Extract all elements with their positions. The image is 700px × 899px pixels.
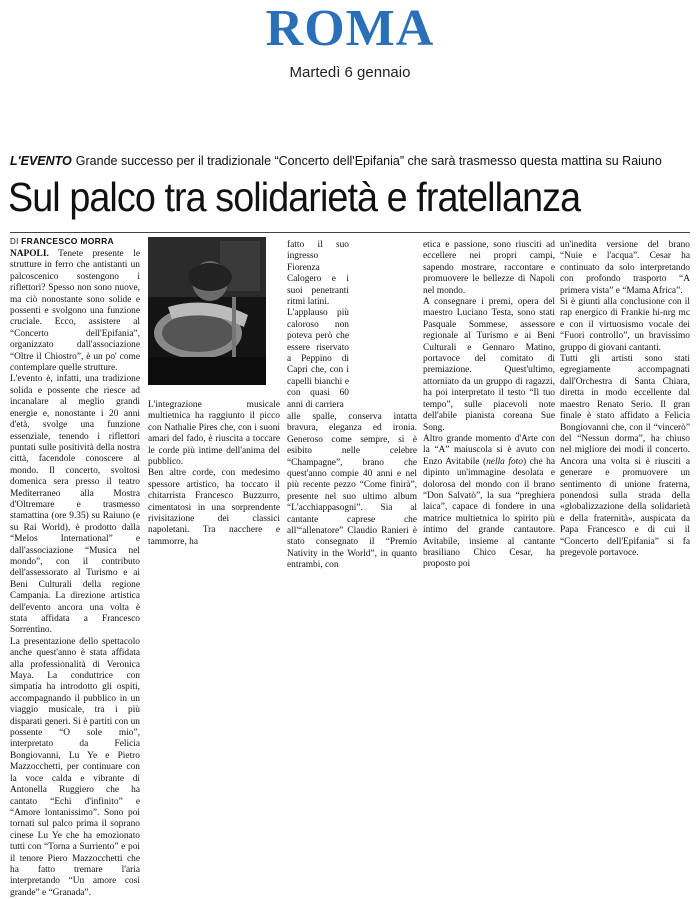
paragraph: L'evento è, infatti, una tradizione solida e possente che riesce ad incanalare al meglio grandi energie e, nonostante i 20 anni d'età, svolge una funzione essenziale, tenendo i riflettori puntati sulle positività della nostra città, facendole conoscere al mondo. Il concerto, svoltosi domenica sera presso il teatro Mediterraneo alla Mostra d'Oltremare e trasmesso stamattina (ore 9.35) su Raiuno (e su Rai World), è prodotto dalla “Melos International” e dall'associazione “Musica nel mondo”, con il contributo dell'assessorato al Turismo e ai Beni Culturali della regione Campania. La direzione artistica dell'evento ancora una volta è stata affidata a Francesco Sorrentino.	[10, 374, 140, 636]
paragraph: NAPOLI. Tenete presente le strutture in ferro che antistanti un palcoscenico sostengono i riflettori? Spesso non sono nuove, ma ciò nonostante sono solide e possenti e svolgono una funzione cruciale. Ecco, assistere al “Concerto dell'Epifania”, organizzato dall'associazione “Oltre il Chiostro”, è un po' come contemplare quelle strutture.	[10, 249, 140, 374]
article-column-5	[560, 240, 690, 559]
paragraph: L'applauso più caloroso non poteva però che essere riservato a Peppino di Capri che, con i capelli bianchi e con quasi 60 anni di carriera	[287, 308, 349, 410]
article-column-3-top	[287, 240, 349, 411]
paragraph: L'integrazione musicale multietnica ha raggiunto il picco con Nathalie Pires che, con i suoni amari del fado, è riuscita a toccare le corde più intime dell'anima del pubblico.	[148, 400, 280, 468]
byline-author: FRANCESCO MORRA	[21, 236, 114, 246]
paragraph: Tutti gli artisti sono stati egregiamente accompagnati dall'Orchestra di Santa Chiara, diretta in modo eccellente dal maestro Renato Serio. Il gran finale è stato affidato a Felicia Bongiovanni che, con il “vincerò” del “Nessun dorma”, ha chiuso nel migliore dei modi il concerto. Ancora una volta si è riusciti a generare e promuovere un sentimento di unione fraterna, ponendosi sulla strada della «globalizzazione della solidarietà e della fraternità», auspicata da Papa Francesco e di cui il “Concerto dell'Epifania” si fa pregevole portavoce.	[560, 354, 690, 558]
kicker-text: Grande successo per il tradizionale “Concerto dell'Epifania” che sarà trasmesso questa mattina su Raiuno	[75, 154, 662, 168]
headline: Sul palco tra solidarietà e fratellanza	[8, 174, 581, 220]
byline-rule	[10, 232, 690, 233]
paragraph: fatto il suo ingresso Fiorenza Calogero e i suoi penetranti ritmi latini.	[287, 240, 349, 308]
article-column-3	[287, 412, 417, 572]
paragraph: un'inedita versione del brano “Nuie e l'acqua”. Cesar ha continuato da solo interpretando con profondo trasporto “A primera vista” e “Mama Africa”.	[560, 240, 690, 296]
paragraph: Altro grande momento d'Arte con la “A” maiuscola si è avuto con Enzo Avitabile (nella foto) che ha dipinto un'immagine desolata e dolorosa del mondo con il brano “Don Salvatò”, la sua “preghiera laica”, capace di fondere in una matrice multietnica lo spirito più intimo del grande cantautore. Avitabile, insieme al cantante brasiliano Chico Cesar, ha proposto poi	[423, 433, 555, 570]
masthead: ROMA	[265, 0, 435, 57]
article-column-2	[148, 400, 280, 548]
dateline: NAPOLI.	[10, 249, 49, 259]
byline-prefix: DI	[10, 237, 19, 246]
issue-date: Martedì 6 gennaio	[289, 64, 411, 81]
paragraph: Si è giunti alla conclusione con il rap energico di Frankie hi-nrg mc e con il virtuosismo vocale dei “Fuori controllo”, un bravissimo gruppo di giovani cantanti.	[560, 297, 690, 353]
paragraph: etica e passione, sono riusciti ad eccellere nei propri campi, sapendo mostrare, raccontare e promuovere le bellezze di Napoli nel mondo.	[423, 240, 555, 296]
byline	[10, 236, 114, 246]
paragraph: La presentazione dello spettacolo anche quest'anno è stata affidata alla professionalità di Veronica Maya. La conduttrice con simpatia ha introdotto gli ospiti, accompagnando il pubblico in un viaggio musicale, tra i più disparati generi. Si è partiti con un possente “O sole mio”, interpretato da Felicia Bongiovanni, Lu Ye e Pietro Mazzocchetti, per continuare con la voce calda e vibrante di Antonella Ruggiero che ha cantato “Echi d'infinito” e “Amore lontanissimo”. Sono poi tornati sul palco prima il soprano cinese Lu Ye che ha emozionato tutti con “Torna a Surriento” e poi il tenore Piero Mazzocchetti che ha fatto tremare l'aria interpretando “Un amore così grande” e “Granada”.	[10, 636, 140, 898]
article-photo	[148, 237, 266, 385]
photo-performer-icon	[148, 237, 266, 385]
section-tag: L'EVENTO	[10, 154, 72, 168]
paragraph: Ben altre corde, con medesimo spessore artistico, ha toccato il chitarrista Francesco Buzzurro, cimentatosi in una sorprendente rivisitazione dei classici napoletani. Tra nacchere e tammorre, ha	[148, 468, 280, 547]
paragraph: A consegnare i premi, opera del maestro Luciano Testa, sono stati Pasquale Sommese, assessore regionale al Turismo e ai Beni Culturali e Gennaro Matino, portavoce del comitato di premiazione. Quest'ultimo, attorniato da un gruppo di ragazzi, ha poi interpretato il testo “Il tuo tempo”, sulle piacevoli note dell'abile pianista coreana Sue Song.	[423, 297, 555, 433]
article-column-4	[423, 240, 555, 571]
article-column-1	[10, 249, 140, 899]
paragraph: alle spalle, conserva intatta bravura, eleganza ed ironia. Generoso come sempre, si è esibito nelle celebre “Champagne”, brano che quest'anno compie 40 anni e nel più recente pezzo “Come finirà”, presente nel suo ultimo album “L'acchiappasogni”. Sia al cantante caprese che all'“allenatore” Claudio Ranieri è stato consegnato il “Premio Nativity in the World”, in quanto entrambi, con	[287, 412, 417, 571]
